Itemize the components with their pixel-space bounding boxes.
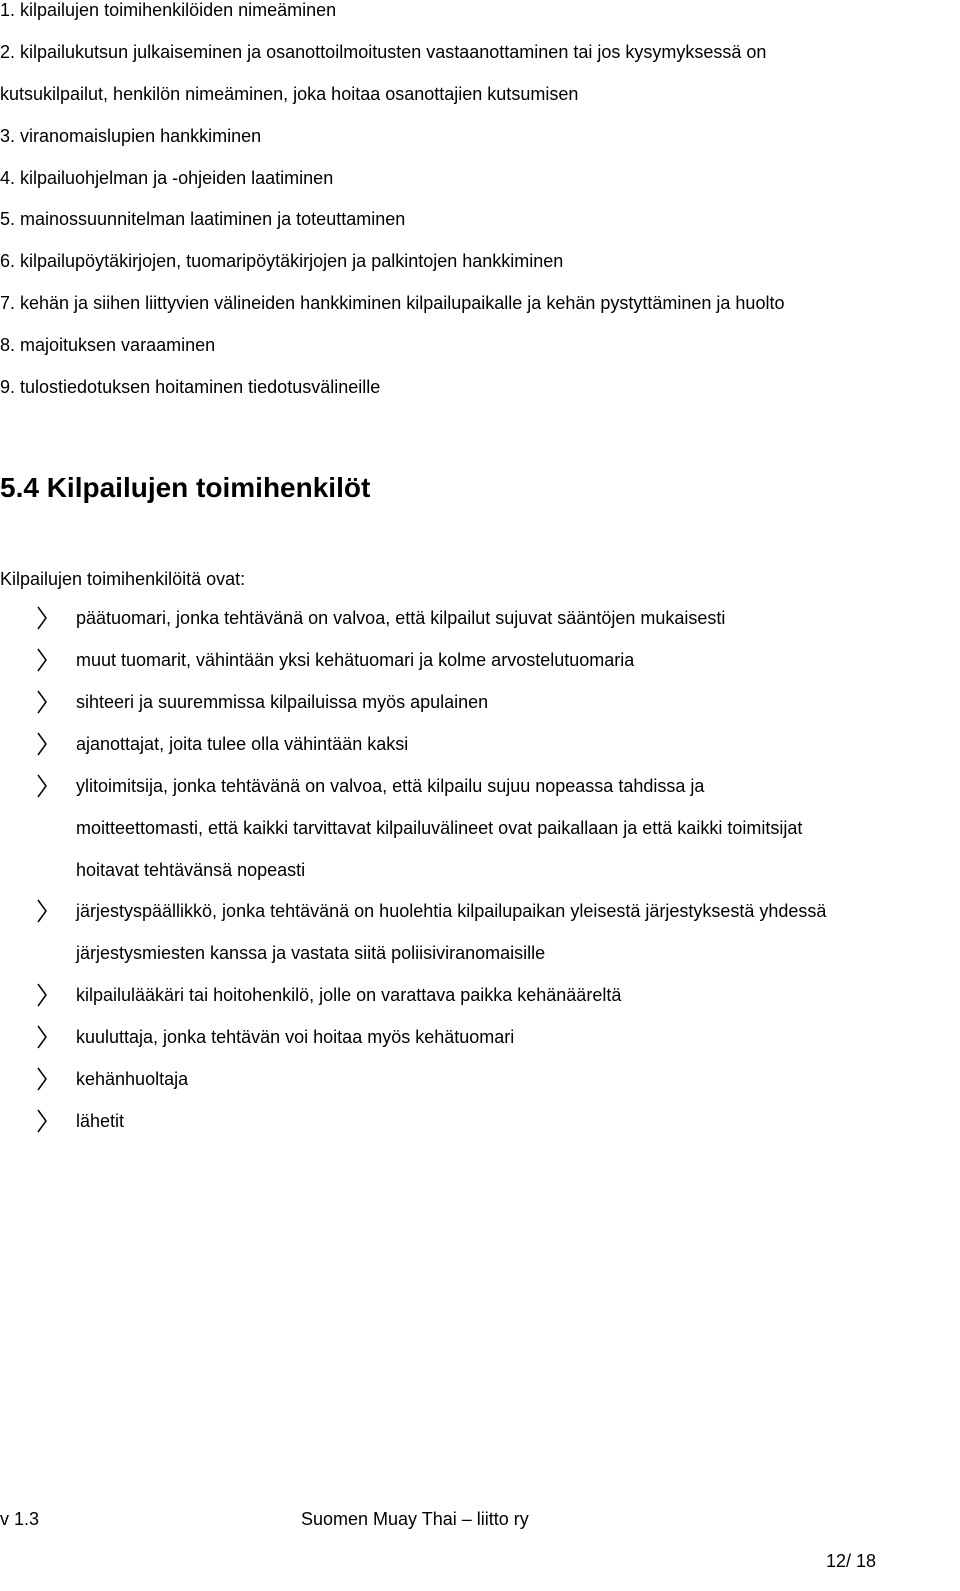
bullet-item: lähetit — [76, 1111, 125, 1131]
bullet-arrow-icon — [37, 1025, 48, 1049]
bullet-item-continuation: hoitavat tehtävänsä nopeasti — [76, 860, 306, 880]
bullet-arrow-icon — [37, 732, 48, 756]
list-item: 4. kilpailuohjelman ja -ohjeiden laatiminen — [0, 168, 334, 188]
bullet-item: muut tuomarit, vähintään yksi kehätuomari ja kolme arvostelutuomaria — [76, 650, 635, 670]
list-item: 8. majoituksen varaaminen — [0, 335, 216, 355]
bullet-arrow-icon — [37, 899, 48, 923]
list-item: 3. viranomaislupien hankkiminen — [0, 126, 262, 146]
list-item: 2. kilpailukutsun julkaiseminen ja osanottoilmoitusten vastaanottaminen tai jos kysymyksessä on — [0, 42, 767, 62]
bullet-arrow-icon — [37, 1109, 48, 1133]
bullet-item: kilpailulääkäri tai hoitohenkilö, jolle on varattava paikka kehänääreltä — [76, 985, 622, 1005]
list-item: kutsukilpailut, henkilön nimeäminen, joka hoitaa osanottajien kutsumisen — [0, 84, 579, 104]
bullet-arrow-icon — [37, 648, 48, 672]
bullet-arrow-icon — [37, 606, 48, 630]
list-item: 1. kilpailujen toimihenkilöiden nimeäminen — [0, 0, 337, 20]
bullet-item: kehänhuoltaja — [76, 1069, 189, 1089]
bullet-arrow-icon — [37, 690, 48, 714]
bullet-item-continuation: moitteettomasti, että kaikki tarvittavat kilpailuvälineet ovat paikallaan ja että kaikki toimitsijat — [76, 818, 803, 838]
footer-organization: Suomen Muay Thai – liitto ry — [301, 1509, 529, 1529]
list-item: 5. mainossuunnitelman laatiminen ja toteuttaminen — [0, 209, 406, 229]
list-item: 7. kehän ja siihen liittyvien välineiden hankkiminen kilpailupaikalle ja kehän pystyttäminen ja huolto — [0, 293, 785, 313]
bullet-item: ajanottajat, joita tulee olla vähintään kaksi — [76, 734, 409, 754]
bullet-item: päätuomari, jonka tehtävänä on valvoa, että kilpailut sujuvat sääntöjen mukaisesti — [76, 608, 726, 628]
bullet-arrow-icon — [37, 774, 48, 798]
list-item: 9. tulostiedotuksen hoitaminen tiedotusvälineille — [0, 377, 381, 397]
bullet-arrow-icon — [37, 983, 48, 1007]
bullet-item: ylitoimitsija, jonka tehtävänä on valvoa, että kilpailu sujuu nopeassa tahdissa ja — [76, 776, 705, 796]
bullet-item-continuation: järjestysmiesten kanssa ja vastata siitä poliisiviranomaisille — [76, 943, 546, 963]
bullet-item: kuuluttaja, jonka tehtävän voi hoitaa myös kehätuomari — [76, 1027, 515, 1047]
list-item: 6. kilpailupöytäkirjojen, tuomaripöytäkirjojen ja palkintojen hankkiminen — [0, 251, 564, 271]
footer-version: v 1.3 — [0, 1509, 40, 1529]
bullet-item: sihteeri ja suuremmissa kilpailuissa myös apulainen — [76, 692, 489, 712]
bullet-arrow-icon — [37, 1067, 48, 1091]
bullet-item: järjestyspäällikkö, jonka tehtävänä on huolehtia kilpailupaikan yleisestä järjestyksestä yhdessä — [76, 901, 827, 921]
page-number: 12/ 18 — [826, 1551, 877, 1571]
section-intro: Kilpailujen toimihenkilöitä ovat: — [0, 569, 246, 589]
section-heading: 5.4 Kilpailujen toimihenkilöt — [0, 472, 371, 503]
